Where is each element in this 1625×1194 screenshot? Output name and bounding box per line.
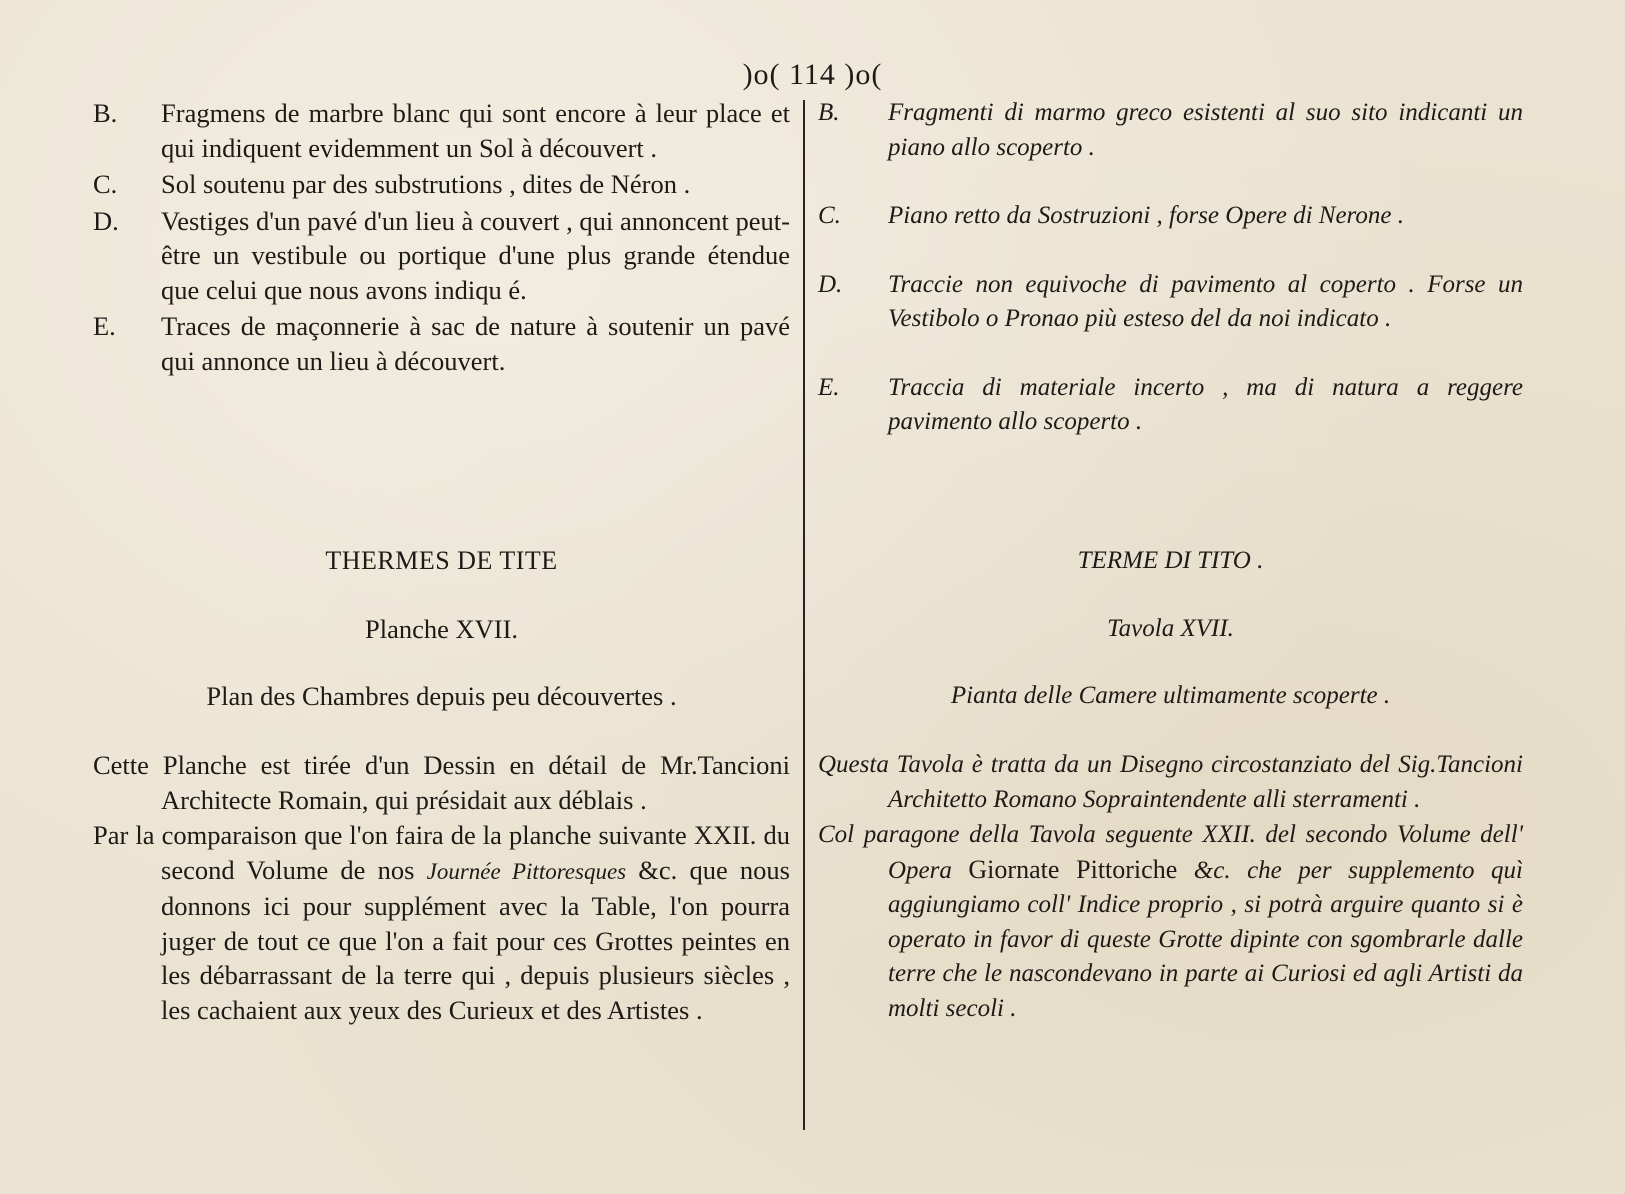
legend-text: Vestiges d'un pavé d'un lieu à couvert , qui annoncent peut-être un vestibule ou portique d'une plus grande étendue que celui que nous avons indiqu é. xyxy=(161,205,790,305)
legend-entry xyxy=(93,204,790,308)
paragraph-text: &c. que nous donnons ici pour supplément avec la Table, l'on pourra juger de tout ce que l'on a fait pour ces Grottes peintes en les débarrassant de la terre qui , depuis plusieurs siècles , les cachaient aux yeux des Curieux et des Artistes . xyxy=(161,854,790,1025)
legend-letter: E. xyxy=(818,373,840,401)
body-paragraph xyxy=(93,818,790,1027)
paragraph-text: &c. che per supplemento quì aggiungiamo coll' Indice proprio , si potrà arguire quanto si è operato in favor di queste Grotte dipinte con sgombrarle dalle terre che le nascondevano in parte ai Curiosi ed agli Artisti da molti secoli . xyxy=(888,856,1523,1022)
legend-text: Piano retto da Sostruzioni , forse Opere di Nerone . xyxy=(888,202,1404,229)
body-paragraph: Cette Planche est tirée d'un Dessin en détail de Mr.Tancioni Architecte Romain, qui présidait aux déblais . xyxy=(93,750,790,815)
legend-letter: B. xyxy=(818,99,840,126)
legend-text: Fragmenti di marmo greco esistenti al suo sito indicanti un piano allo scoperto . xyxy=(888,99,1523,161)
italic-title: Journée Pittoresques xyxy=(426,858,627,884)
legend-entry xyxy=(93,167,790,202)
french-title-block xyxy=(93,544,790,579)
paragraph-text: Col paragone della Tavola seguente XXII. del secondo Volume dell' Opera xyxy=(818,821,1523,884)
legend-text: Fragmens de marbre blanc qui sont encore à leur place et qui indiquent evidemment un Sol à découvert . xyxy=(161,98,790,163)
body-paragraph: Questa Tavola è tratta da un Disegno circostanziato del Sig.Tancioni Architetto Romano Sopraintendente alli sterramenti . xyxy=(818,751,1523,813)
italian-legend xyxy=(818,96,1523,440)
italian-body xyxy=(818,748,1523,1026)
legend-entry xyxy=(818,96,1523,165)
french-legend xyxy=(93,96,790,408)
italian-title-block xyxy=(818,544,1523,579)
plate-caption: Plan des Chambres depuis peu découvertes . xyxy=(206,681,677,711)
french-caption-block xyxy=(93,679,790,714)
upright-title: Giornate Pittoriche xyxy=(968,854,1178,884)
legend-text: Sol soutenu par des substrutions , dites de Néron . xyxy=(161,169,691,199)
legend-entry xyxy=(93,96,790,165)
italian-plate-block xyxy=(818,612,1523,647)
legend-letter: D. xyxy=(93,205,119,236)
column-divider xyxy=(803,100,805,1130)
body-paragraph xyxy=(818,818,1523,1026)
plate-number: Planche XVII. xyxy=(364,614,519,644)
legend-text: Traccia di materiale incerto , ma di natura a reggere pavimento allo scoperto . xyxy=(888,373,1523,435)
italian-caption-block xyxy=(818,679,1523,714)
french-column xyxy=(93,96,790,1025)
legend-letter: C. xyxy=(818,202,841,229)
legend-entry xyxy=(818,371,1523,440)
section-title: TERME DI TITO . xyxy=(1077,547,1264,574)
legend-text: Traccie non equivoche di pavimento al coperto . Forse un Vestibolo o Pronao più esteso del da noi indicato . xyxy=(888,270,1523,332)
legend-letter: D. xyxy=(818,270,843,298)
plate-number: Tavola XVII. xyxy=(1107,615,1234,642)
french-plate-block xyxy=(93,612,790,647)
legend-letter: E. xyxy=(93,311,116,341)
legend-letter: B. xyxy=(93,98,118,128)
legend-entry xyxy=(93,309,790,378)
legend-text: Traces de maçonnerie à sac de nature à soutenir un pavé qui annonce un lieu à découvert. xyxy=(161,311,790,376)
legend-entry xyxy=(818,268,1523,337)
page-number: )o( 114 )o( xyxy=(742,58,883,91)
paragraph-text: Par la comparaison que l'on faira de la planche suivante XXII. du second Volume de nos xyxy=(93,820,790,885)
plate-caption: Pianta delle Camere ultimamente scoperte . xyxy=(950,682,1391,709)
legend-entry xyxy=(818,199,1523,234)
french-body xyxy=(93,748,790,1027)
italian-column xyxy=(818,96,1523,1022)
legend-letter: C. xyxy=(93,169,118,199)
section-title: THERMES DE TITE xyxy=(325,546,558,575)
